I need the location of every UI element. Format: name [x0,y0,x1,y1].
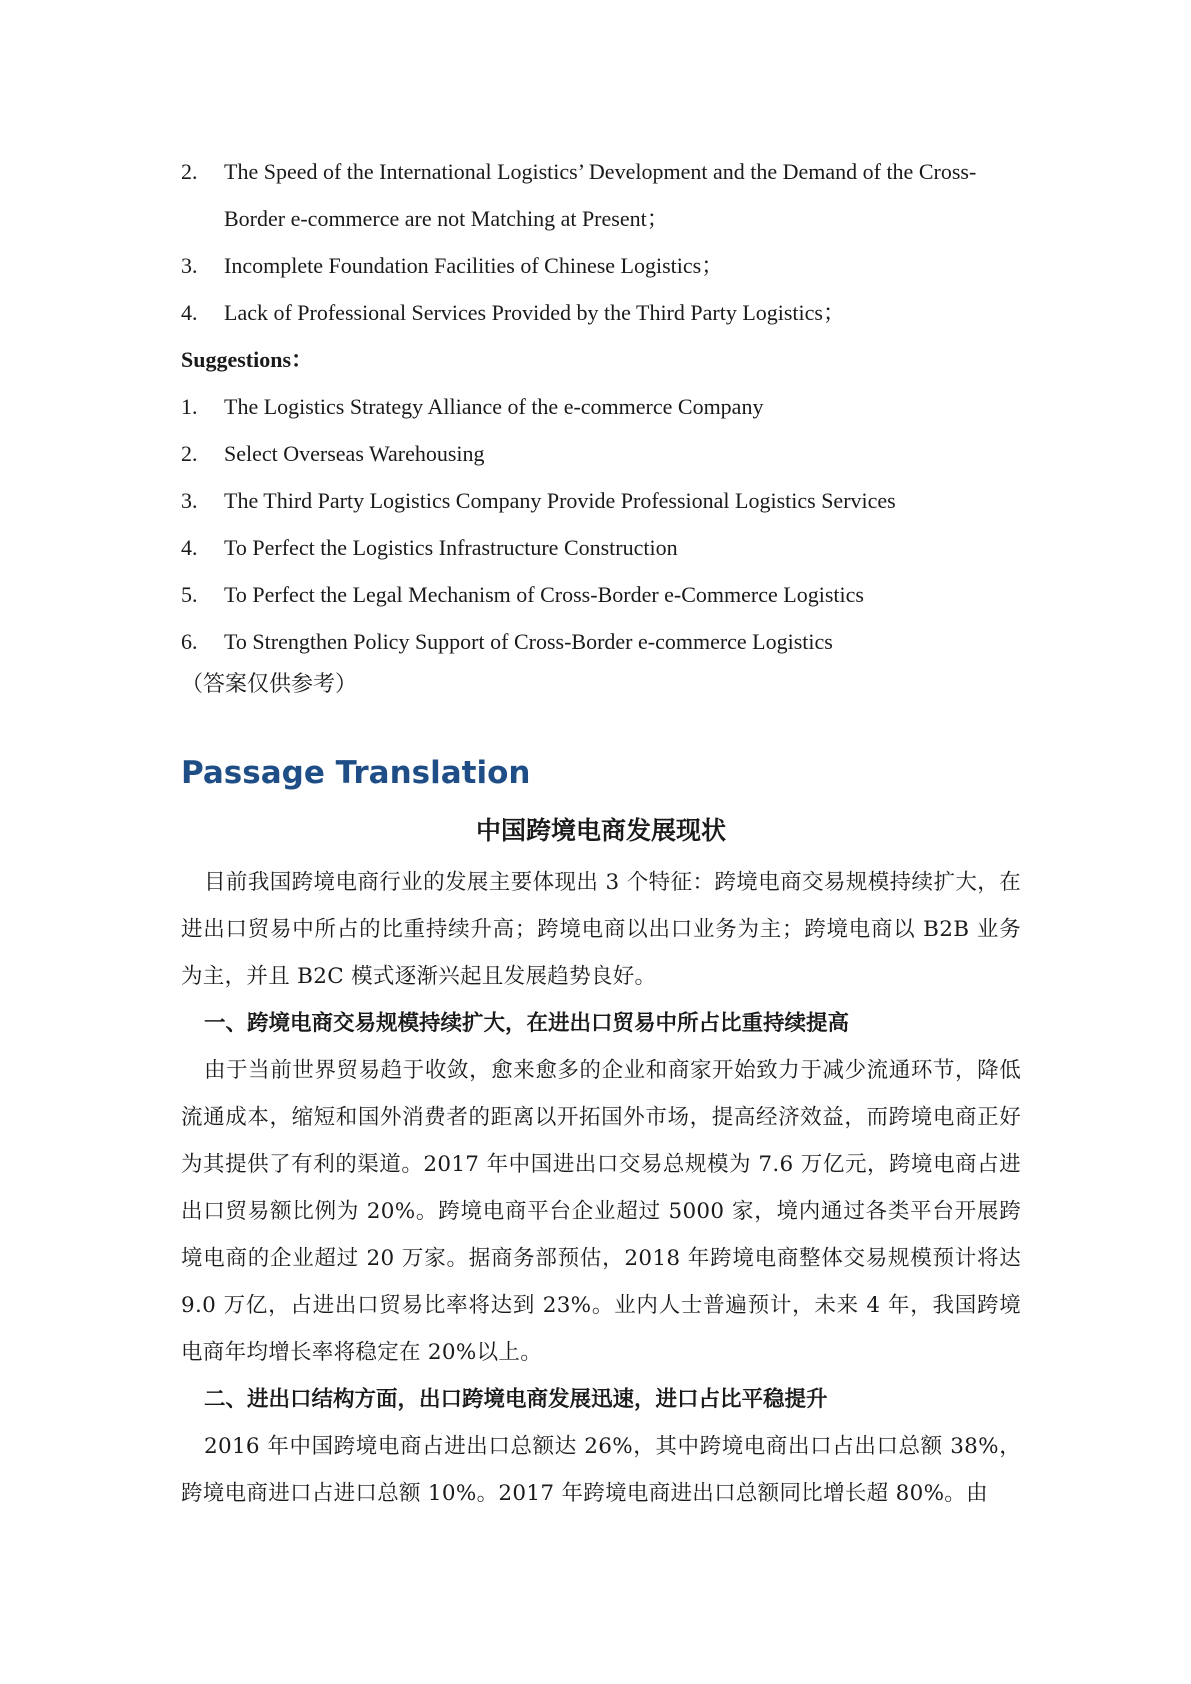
answer-note: （答案仅供参考） [181,672,358,697]
list-text: Lack of Professional Services Provided by the Third Party Logistics； [224,300,845,325]
list-number: 5. [181,582,198,607]
list-text: Select Overseas Warehousing [224,441,485,466]
list-text: The Speed of the International Logistics’ Development and the Demand of the Cross-Border e-commerce are not Matching at Present； [224,159,977,231]
passage-title: 中国跨境电商发展现状 [475,816,726,845]
section-title: Passage Translation [181,755,531,791]
passage-subheading-2: 二、进出口结构方面，出口跨境电商发展迅速，进口占比平稳提升 [204,1387,828,1412]
list-text: To Perfect the Logistics Infrastructure Construction [224,535,678,560]
problem-item-4 [181,289,1021,336]
list-text: The Logistics Strategy Alliance of the e-commerce Company [224,394,764,419]
problem-item-3 [181,242,1021,289]
passage-paragraph-1: 由于当前世界贸易趋于收敛，愈来愈多的企业和商家开始致力于减少流通环节，降低流通成本，缩短和国外消费者的距离以开拓国外市场，提高经济效益，而跨境电商正好为其提供了有利的渠道。2017 年中国进出口交易总规模为 7.6 万亿元，跨境电商占进出口贸易额比例为 20%。跨境电商平台企业超过 5000 家，境内通过各类平台开展跨境电商的企业超过 20 万家。据商务部预估，2018 年跨境电商整体交易规模预计将达 9.0 万亿，占进出口贸易比率将达到 23%。业内人士普遍预计，未来 4 年，我国跨境电商年均增长率将稳定在 20%以上。 [181,1058,1021,1365]
problem-item-2 [181,148,1021,242]
list-number: 4. [181,300,198,325]
page-content [181,148,1021,1517]
list-number: 3. [181,253,198,278]
list-number: 6. [181,629,198,654]
list-number: 1. [181,394,198,419]
suggestions-heading: Suggestions： [181,347,314,372]
passage-paragraph-2: 2016 年中国跨境电商占进出口总额达 26%，其中跨境电商出口占出口总额 38%，跨境电商进口占进口总额 10%。2017 年跨境电商进出口总额同比增长超 80%。由 [181,1434,1021,1506]
passage-subheading-1: 一、跨境电商交易规模持续扩大，在进出口贸易中所占比重持续提高 [204,1011,850,1036]
list-number: 4. [181,535,198,560]
suggestion-item-5 [181,571,1021,618]
suggestion-item-6 [181,618,1021,665]
list-number: 3. [181,488,198,513]
passage-intro-paragraph: 目前我国跨境电商行业的发展主要体现出 3 个特征：跨境电商交易规模持续扩大，在进出口贸易中所占的比重持续升高；跨境电商以出口业务为主；跨境电商以 B2B 业务为主，并且 B2C 模式逐渐兴起且发展趋势良好。 [181,870,1021,989]
list-text: Incomplete Foundation Facilities of Chinese Logistics； [224,253,724,278]
suggestion-item-4 [181,524,1021,571]
list-text: To Perfect the Legal Mechanism of Cross-Border e-Commerce Logistics [224,582,864,607]
list-number: 2. [181,159,198,184]
list-text: The Third Party Logistics Company Provide Professional Logistics Services [224,488,896,513]
list-number: 2. [181,441,198,466]
list-text: To Strengthen Policy Support of Cross-Border e-commerce Logistics [224,629,833,654]
suggestion-item-2 [181,430,1021,477]
suggestion-item-1 [181,383,1021,430]
suggestion-item-3 [181,477,1021,524]
